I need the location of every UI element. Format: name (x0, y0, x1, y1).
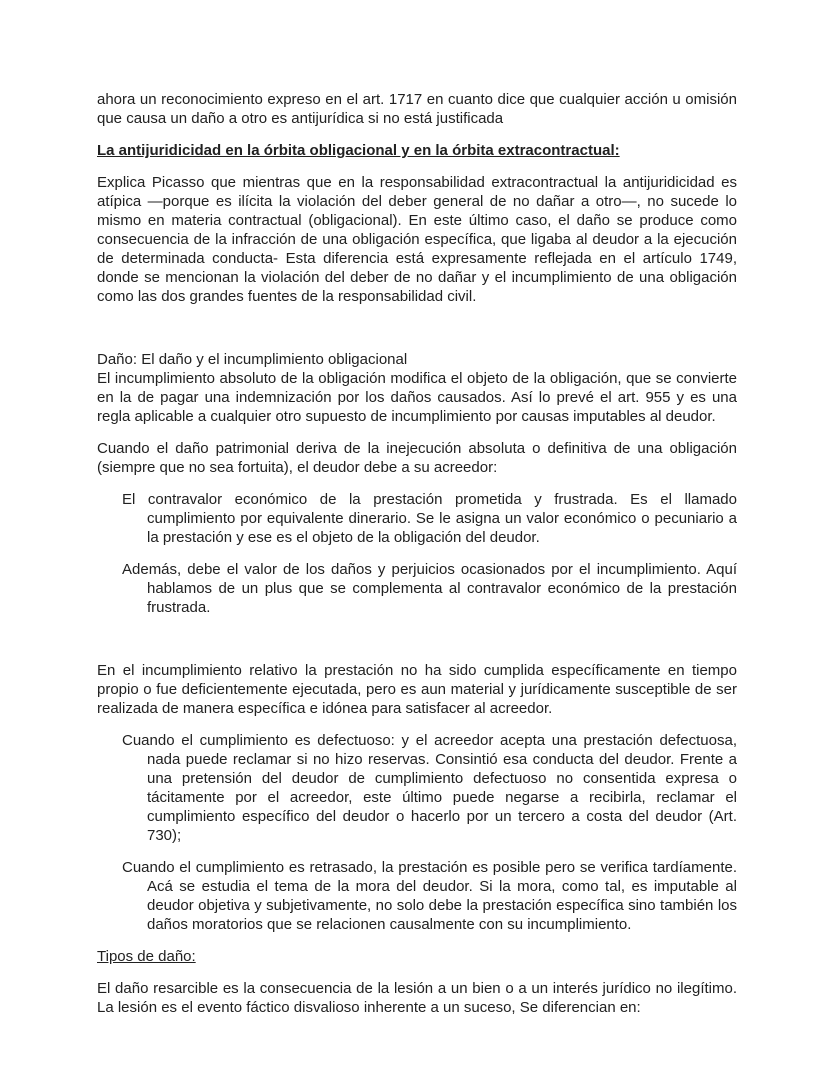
document-body (97, 90, 737, 1017)
heading-tipos-de-dano: Tipos de daño: (97, 948, 196, 965)
paragraph-dano-resarcible: El daño resarcible es la consecuencia de la lesión a un bien o a un interés jurídico no ilegítimo. La lesión es el evento fáctico disvalioso inherente a un suceso, Se diferencian en: (97, 980, 737, 1016)
list-item-valor-danos-perjuicios: Además, debe el valor de los daños y perjuicios ocasionados por el incumplimiento. Aquí hablamos de un plus que se complementa al contravalor económico de la prestación frustrada. (122, 561, 737, 616)
paragraph-art-1717: ahora un reconocimiento expreso en el art. 1717 en cuanto dice que cualquier acción u omisión que causa un daño a otro es antijurídica si no está justificada (97, 91, 737, 127)
list-item-cumplimiento-defectuoso: Cuando el cumplimiento es defectuoso: y el acreedor acepta una prestación defectuosa, nada puede reclamar si no hizo reservas. Consintió esa conducta del deudor. Frente a una pretensión del deudor de cumplimiento defectuoso no consentida expresa o tácitamente por el acreedor, este último puede negarse a recibirla, reclamar el cumplimiento específico del deudor o hacerlo por un tercero a costa del deudor (Art. 730); (122, 732, 737, 844)
list-item-contravalor-economico: El contravalor económico de la prestación prometida y frustrada. Es el llamado cumplimiento por equivalente dinerario. Se le asigna un valor económico o pecuniario a la prestación y ese es el objeto de la obligación del deudor. (122, 491, 737, 546)
paragraph-dano-patrimonial: Cuando el daño patrimonial deriva de la inejecución absoluta o definitiva de una obligación (siempre que no sea fortuita), el deudor debe a su acreedor: (97, 440, 737, 476)
paragraph-incumplimiento-relativo: En el incumplimiento relativo la prestación no ha sido cumplida específicamente en tiempo propio o fue deficientemente ejecutada, pero es aun material y jurídicamente susceptible de ser realizada de manera específica e idónea para satisfacer al acreedor. (97, 662, 737, 717)
heading-antijuridicidad-orbitas: La antijuridicidad en la órbita obligacional y en la órbita extracontractual: (97, 142, 620, 159)
paragraph-incumplimiento-absoluto: El incumplimiento absoluto de la obligación modifica el objeto de la obligación, que se convierte en la de pagar una indemnización por los daños causados. Así lo prevé el art. 955 y es una regla aplicable a cualquier otro supuesto de incumplimiento por causas imputables al deudor. (97, 370, 737, 425)
paragraph-explica-picasso: Explica Picasso que mientras que en la responsabilidad extracontractual la antijuridicidad es atípica —porque es ilícita la violación del deber general de no dañar a otro—, no sucede lo mismo en materia contractual (obligacional). En este último caso, el daño se produce como consecuencia de la infracción de una obligación específica, que ligaba al deudor a la ejecución de determinada conducta- Esta diferencia está expresamente reflejada en el artículo 1749, donde se mencionan la violación del deber de no dañar y el incumplimiento de una obligación como las dos grandes fuentes de la responsabilidad civil. (97, 174, 737, 305)
line-dano-incumplimiento-title: Daño: El daño y el incumplimiento obligacional (97, 351, 408, 368)
list-item-cumplimiento-retrasado: Cuando el cumplimiento es retrasado, la prestación es posible pero se verifica tardíamente. Acá se estudia el tema de la mora del deudor. Si la mora, como tal, es imputable al deudor objetiva y subjetivamente, no solo debe la prestación específica sino también los daños moratorios que se relacionen causalmente con su incumplimiento. (122, 859, 737, 933)
